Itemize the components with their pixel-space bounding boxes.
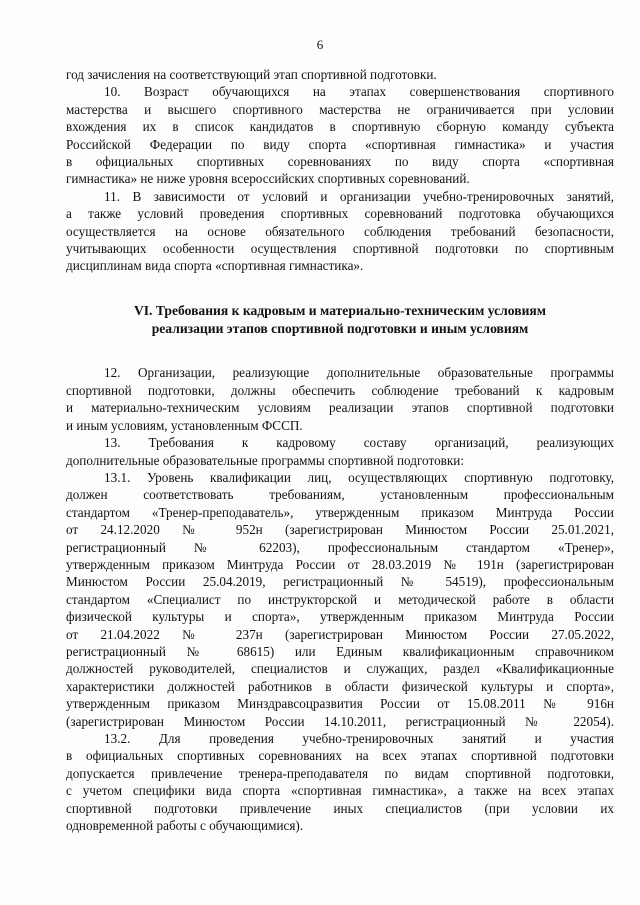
text-line: Минюстом России 25.04.2019, регистрационный № 54519), профессиональным [66,574,614,590]
text-line: в официальных спортивных соревнованиях на всех этапах спортивной подготовки [66,748,614,764]
text-line: (зарегистрирован Минюстом России 14.10.2011, регистрационный № 22054). [66,713,614,729]
text-line: должен соответствовать требованиям, установленным профессиональным [66,487,614,503]
text-line: утвержденным приказом Минздравсоцразвития России от 15.08.2011 № 916н [66,696,614,712]
text-line: спортивной подготовки привлечение иных специалистов (при условии их [66,800,614,816]
text-line: осуществляется на основе обязательного соблюдения требований безопасности, [66,223,614,239]
text-line: стандартом «Специалист по инструкторской и методической работе в области [66,591,614,607]
text-line: 13.1. Уровень квалификации лиц, осуществляющих спортивную подготовку, [104,469,614,485]
text-line: учитывающих особенности осуществления спортивной подготовки по спортивным [66,241,614,257]
text-line: и материально-техническим условиям реализации этапов спортивной подготовки [66,400,614,416]
text-line: от 24.12.2020 № 952н (зарегистрирован Минюстом России 25.01.2021, [66,522,614,538]
text-line: 13. Требования к кадровому составу организаций, реализующих [104,435,614,451]
text-line: 13.2. Для проведения учебно-тренировочных занятий и участия [104,731,614,746]
text-line: 10. Возраст обучающихся на этапах совершенствования спортивного [104,84,614,100]
text-line: спортивной подготовки, должны обеспечить соблюдение требований к кадровым [66,382,614,398]
section-heading-line: реализации этапов спортивной подготовки и иным условиям [151,320,529,336]
text-line: физической культуры и спорта», утвержденным приказом Минтруда России [66,609,614,625]
text-line: мастерства и высшего спортивного мастерства не ограничивается при условии [66,101,614,117]
text-line: дисциплинам вида спорта «спортивная гимнастика». [66,258,364,274]
text-line: 12. Организации, реализующие дополнительные образовательные программы [104,365,614,381]
page-number: 6 [316,37,324,52]
text-line: в официальных спортивных соревнованиях по виду спорта «спортивная [66,154,614,170]
text-line: вхождения их в список кандидатов в спортивную сборную команду субъекта [66,119,614,135]
text-line: и иным условиям, установленным ФССП. [66,417,303,433]
text-line: от 21.04.2022 № 237н (зарегистрирован Минюстом России 27.05.2022, [66,626,614,642]
text-line: гимнастика» не ниже уровня всероссийских спортивных соревнований. [66,171,470,187]
text-line: стандартом «Тренер-преподаватель», утвержденным приказом Минтруда России [66,504,614,520]
text-line: допускается привлечение тренера-преподавателя по видам спортивной подготовки, [66,765,614,781]
text-line: одновременной работы с обучающимися). [66,818,304,834]
document-body [66,66,614,834]
section-heading-line: VI. Требования к кадровым и материально-техническим условиям [133,303,547,319]
text-line: регистрационный № 62203), профессиональным стандартом «Тренер», [66,539,614,555]
section-heading [66,302,614,337]
text-line: дополнительные образовательные программы спортивной подготовки: [66,452,465,468]
text-line: регистрационный № 68615) или Единым квалификационным справочником [66,643,614,659]
text-line: Российской Федерации по виду спорта «спортивная гимнастика» и участия [66,136,614,152]
text-line: год зачисления на соответствующий этап спортивной подготовки. [66,67,437,82]
text-line: должностей руководителей, специалистов и служащих, раздел «Квалификационные [66,661,614,677]
text-line: характеристики должностей работников в области физической культуры и спорта», [66,678,614,694]
text-line: 11. В зависимости от условий и организации учебно-тренировочных занятий, [104,188,614,204]
text-line: с учетом специфики вида спорта «спортивная гимнастика», а также на всех этапах [66,783,614,799]
text-line: а также условий проведения спортивных соревнований подготовка обучающихся [66,206,614,222]
text-line: утвержденным приказом Минтруда России от 28.03.2019 № 191н (зарегистрирован [66,556,614,572]
